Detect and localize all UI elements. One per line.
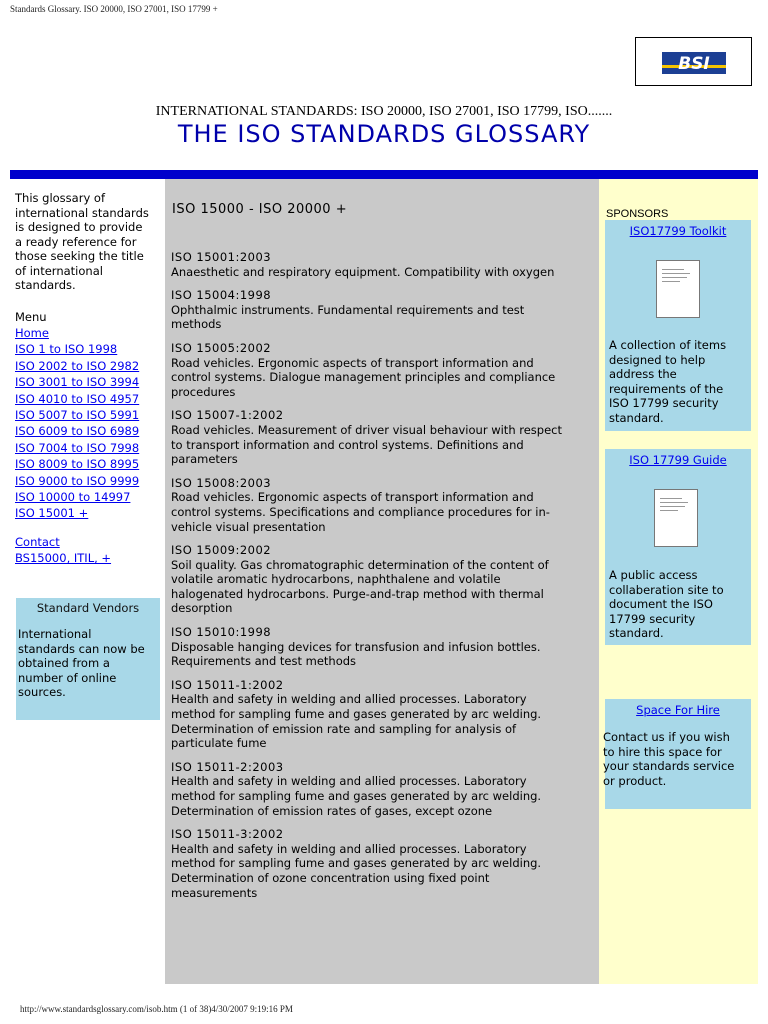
page-subtitle: INTERNATIONAL STANDARDS: ISO 20000, ISO 27001, ISO 17799, ISO....... [155, 104, 613, 119]
menu-link-home[interactable]: Home [15, 326, 49, 340]
intro-line: is designed to provide [15, 220, 143, 234]
hire-line: to hire this space for [603, 744, 722, 759]
entry-description-line: Disposable hanging devices for transfusion and infusion bottles. [171, 639, 541, 654]
contact-item [15, 534, 111, 550]
hire-body [603, 730, 753, 788]
menu-item [15, 473, 139, 489]
menu-link-iso-5007[interactable]: ISO 5007 to ISO 5991 [15, 407, 140, 422]
intro-text [15, 191, 160, 293]
vendors-line: number of online [18, 670, 117, 685]
entry-code: ISO 15011-1:2002 [171, 677, 284, 692]
menu-item [15, 423, 139, 439]
glossary-entry [171, 476, 591, 534]
sponsor-line: standard. [609, 410, 664, 425]
sponsor-line: address the [609, 367, 677, 382]
print-header: Standards Glossary. ISO 20000, ISO 27001, ISO 17799 + [10, 4, 218, 14]
intro-line: a ready reference for [15, 234, 137, 249]
sponsor-line: designed to help [609, 352, 706, 367]
entry-description-line: method for sampling fume and gases generated by arc welding. [171, 856, 542, 871]
menu-item [15, 325, 139, 341]
bsi-logo-mark [662, 52, 726, 74]
bsi-logo-text: BSI [678, 54, 710, 74]
sponsor-line: collaberation site to [609, 582, 724, 597]
space-for-hire-header [605, 699, 751, 721]
intro-line: international standards [15, 205, 149, 220]
menu-item [15, 407, 139, 423]
entry-description-line: vehicle visual presentation [171, 519, 326, 534]
glossary-entry [171, 250, 591, 279]
entry-description-line: method for sampling fume and gases generated by arc welding. [171, 707, 542, 722]
glossary-entries [171, 250, 591, 900]
hire-line: or product. [603, 773, 667, 788]
sponsor-body [609, 338, 749, 426]
entry-description-line: halogenated hydrocarbons. Purge-and-trap method with thermal [171, 586, 544, 601]
vendors-body [18, 627, 156, 700]
entry-description-line: Road vehicles. Ergonomic aspects of transport information and [171, 490, 534, 505]
vendors-title: Standard Vendors [36, 601, 140, 615]
sponsor-box-guide [605, 449, 751, 645]
sponsor-title [605, 224, 751, 239]
entry-description-line: control systems. Specifications and compliance procedures for in- [171, 504, 550, 519]
standard-vendors-box [16, 598, 160, 720]
menu-item [15, 489, 139, 505]
glossary-entry [171, 543, 591, 616]
iso17799-toolkit-link[interactable]: ISO17799 Toolkit [629, 224, 727, 238]
menu-link-iso-7004[interactable]: ISO 7004 to ISO 7998 [15, 440, 140, 455]
contact-link[interactable]: Contact [15, 535, 60, 549]
entry-description-line: volatile aromatic hydrocarbons, naphthalene and volatile [171, 572, 501, 587]
vendors-line: International [18, 627, 92, 641]
left-sidebar [10, 179, 165, 984]
entry-description-line: Requirements and test methods [171, 654, 357, 669]
entry-description-line: Ophthalmic instruments. Fundamental requirements and test [171, 302, 525, 317]
vendors-line: standards can now be [18, 641, 145, 656]
entry-code: ISO 15008:2003 [171, 475, 272, 490]
glossary-entry [171, 408, 591, 466]
entry-description-line: Determination of emission rates of gases, except ozone [171, 803, 493, 818]
entry-description-line: Determination of ozone concentration using fixed point [171, 870, 490, 885]
entry-code: ISO 15004:1998 [171, 288, 272, 303]
entry-description-line: Determination of emission rate and sampling for analysis of [171, 721, 517, 736]
entry-description-line: parameters [171, 452, 238, 467]
bsi-logo[interactable] [635, 37, 752, 86]
glossary-main [165, 179, 599, 984]
glossary-entry [171, 760, 591, 818]
entry-description-line: method for sampling fume and gases generated by arc welding. [171, 789, 542, 803]
menu-item [15, 374, 139, 390]
hire-line: Contact us if you wish [603, 730, 730, 744]
vendors-line: sources. [18, 685, 66, 699]
menu-link-iso-2002[interactable]: ISO 2002 to ISO 2982 [15, 358, 140, 373]
sponsor-line: requirements of the [609, 381, 724, 396]
sponsors-sidebar [599, 179, 758, 984]
intro-line: This glossary of [15, 191, 105, 205]
entry-code: ISO 15007-1:2002 [171, 408, 284, 423]
bs15000-itil-link[interactable]: BS15000, ITIL, + [15, 551, 112, 565]
vendors-line: obtained from a [18, 656, 110, 670]
iso17799-guide-link[interactable]: ISO 17799 Guide [629, 453, 727, 467]
glossary-entry [171, 678, 591, 751]
space-for-hire-link[interactable]: Space For Hire [636, 703, 720, 717]
sponsor-box-toolkit [605, 220, 751, 431]
menu-link-iso-8009[interactable]: ISO 8009 to ISO 8995 [15, 457, 140, 472]
sponsor-body [609, 568, 749, 641]
entry-description-line: control systems. Dialogue management principles and compliance [171, 370, 556, 385]
sponsor-line: A public access [609, 568, 698, 582]
menu-item [15, 505, 139, 521]
menu-item [15, 358, 139, 374]
menu-link-iso-6009[interactable]: ISO 6009 to ISO 6989 [15, 424, 140, 439]
toolkit-thumbnail[interactable] [656, 260, 700, 318]
sponsor-line: standard. [609, 626, 664, 641]
section-heading: ISO 15000 - ISO 20000 + [172, 202, 348, 217]
menu-link-iso-9000[interactable]: ISO 9000 to ISO 9999 [15, 473, 140, 488]
hire-title [605, 703, 751, 718]
entry-description-line: to transport information and control systems. Definitions and [171, 437, 524, 452]
guide-thumbnail[interactable] [654, 489, 698, 547]
sponsors-label: SPONSORS [606, 208, 669, 220]
glossary-entry [171, 341, 591, 399]
intro-line: standards. [15, 278, 76, 292]
menu-item [15, 440, 139, 456]
entry-code: ISO 15011-2:2003 [171, 759, 284, 774]
glossary-entry [171, 827, 591, 900]
sponsor-line: ISO 17799 security [609, 396, 719, 411]
header-divider-bar [10, 170, 758, 179]
entry-code: ISO 15010:1998 [171, 625, 272, 640]
print-footer: http://www.standardsglossary.com/isob.htm (1 of 38)4/30/2007 9:19:16 PM [20, 1004, 293, 1014]
sponsor-line: 17799 security [609, 611, 696, 626]
page-title: THE ISO STANDARDS GLOSSARY [177, 120, 591, 148]
contact-item [15, 550, 111, 566]
intro-line: of international [15, 263, 103, 278]
sponsor-title [605, 453, 751, 468]
entry-description-line: Soil quality. Gas chromatographic determination of the content of [171, 557, 549, 572]
entry-description-line: methods [171, 317, 222, 332]
entry-description-line: procedures [171, 384, 236, 399]
entry-code: ISO 15011-3:2002 [171, 827, 284, 842]
intro-line: those seeking the title [15, 249, 144, 263]
entry-description-line: particulate fume [171, 736, 267, 751]
menu-link-iso-1[interactable]: ISO 1 to ISO 1998 [15, 342, 118, 357]
entry-code: ISO 15005:2002 [171, 340, 272, 355]
entry-code: ISO 15009:2002 [171, 543, 272, 558]
menu-item [15, 391, 139, 407]
entry-description-line: Road vehicles. Measurement of driver visual behaviour with respect [171, 422, 563, 437]
entry-description-line: Health and safety in welding and allied processes. Laboratory [171, 774, 527, 789]
entry-code: ISO 15001:2003 [171, 250, 272, 264]
menu-link-iso-10000[interactable]: ISO 10000 to 14997 [15, 489, 131, 504]
menu-item [15, 456, 139, 472]
entry-description-line: measurements [171, 885, 258, 900]
entry-description-line: desorption [171, 601, 233, 616]
sponsor-line: document the ISO [609, 597, 713, 612]
glossary-entry [171, 625, 591, 669]
sponsor-line: A collection of items [609, 338, 727, 352]
menu-link-iso-15001[interactable]: ISO 15001 + [15, 506, 89, 521]
entry-description-line: Health and safety in welding and allied processes. Laboratory [171, 841, 527, 856]
menu-item [15, 341, 139, 357]
menu-title: Menu [15, 310, 47, 324]
contact-links [15, 534, 111, 566]
glossary-entry [171, 288, 591, 332]
menu-link-iso-4010[interactable]: ISO 4010 to ISO 4957 [15, 391, 140, 406]
entry-description-line: Road vehicles. Ergonomic aspects of transport information and [171, 355, 534, 370]
entry-description-line: Anaesthetic and respiratory equipment. Compatibility with oxygen [171, 264, 555, 279]
menu-link-iso-3001[interactable]: ISO 3001 to ISO 3994 [15, 375, 140, 390]
sidebar-menu [15, 325, 139, 522]
hire-line: your standards service [603, 759, 735, 774]
entry-description-line: Health and safety in welding and allied processes. Laboratory [171, 692, 527, 707]
